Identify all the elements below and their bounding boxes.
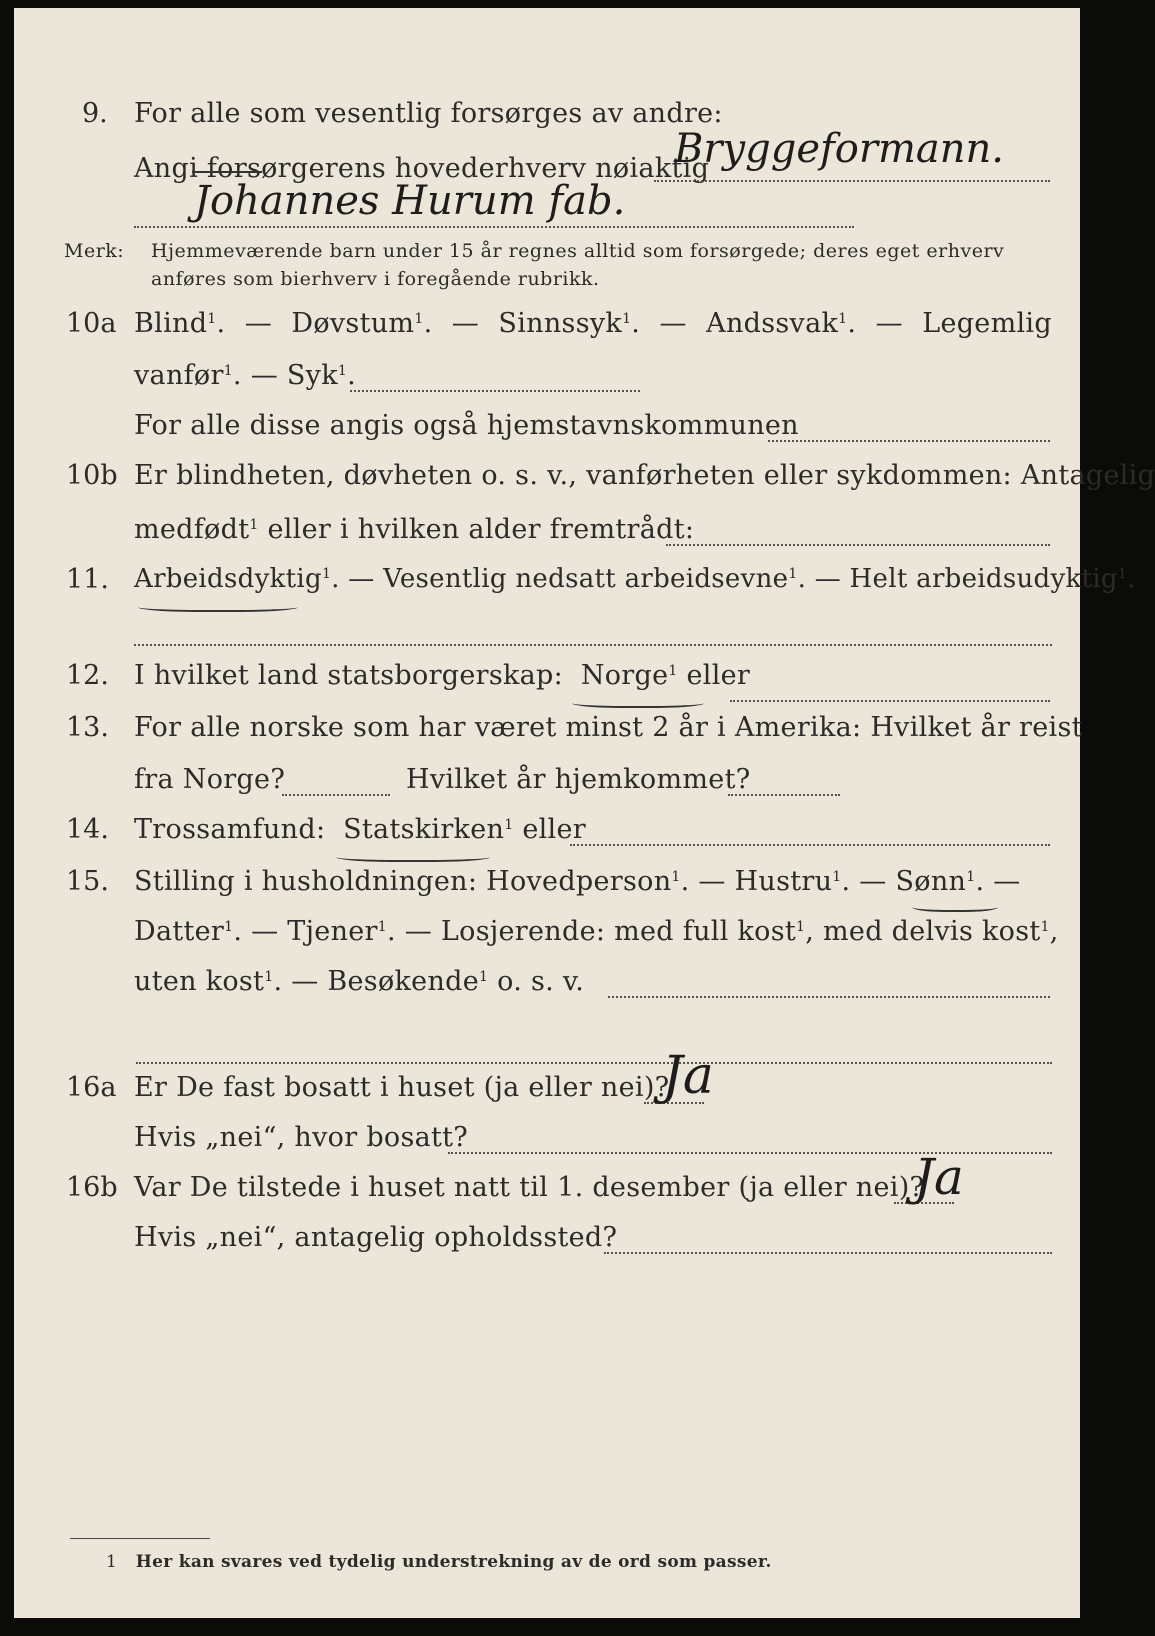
q16a-line1: Er De fast bosatt i huset (ja eller nei)? [134, 1072, 670, 1103]
answer-line [654, 180, 1050, 182]
dash: — [244, 308, 273, 339]
merk-line2: anføres som bierhverv i foregående rubrikk. [151, 268, 600, 290]
q9-text: For alle som vesentlig forsørges av andre: [134, 98, 723, 129]
dash: — [451, 308, 480, 339]
footnote: 1 Her kan svares ved tydelig understrekning av de ord som passer. [106, 1552, 772, 1572]
q13-line2b: Hvilket år hjemkommet? [406, 764, 751, 795]
q14-line: Trossamfund: Statskirken$^1$ eller [134, 814, 586, 845]
answer-line [136, 1062, 1052, 1064]
q12-line: I hvilket land statsborgerskap: Norge$^1$ eller [134, 660, 751, 691]
answer-line [282, 794, 390, 796]
q15-number: 15. [66, 866, 109, 897]
q16b-line1: Var De tilstede i huset natt til 1. desember (ja eller nei)? [134, 1172, 925, 1203]
option-sinnssyk: Sinnssyk$^1$. [498, 308, 641, 339]
handwritten-occupation: Bryggeformann. [674, 126, 1005, 172]
answer-line [666, 544, 1050, 546]
merk-line1: Hjemmeværende barn under 15 år regnes alltid som forsørgede; deres eget erhverv [151, 240, 1005, 262]
answer-line [768, 440, 1050, 442]
q10b-line2: medfødt$^1$ eller i hvilken alder fremtrådt: [134, 514, 695, 545]
underline-mark [336, 850, 490, 862]
q15-line1: Stilling i husholdningen: Hovedperson$^1$. — Hustru$^1$. — Sønn$^1$. — [134, 866, 1021, 897]
answer-line [350, 390, 640, 392]
option-legemlig: Legemlig [922, 308, 1052, 339]
q16b-line2: Hvis „nei“, antagelig opholdssted? [134, 1222, 618, 1253]
q16a-number: 16a [66, 1072, 117, 1103]
underline-mark [138, 600, 298, 612]
q10a-number: 10a [66, 308, 117, 339]
q10a-line1 [134, 308, 1052, 339]
q15-line3: uten kost$^1$. — Besøkende$^1$ o. s. v. [134, 966, 585, 997]
q16b-number: 16b [66, 1172, 118, 1203]
q16a-line2: Hvis „nei“, hvor bosatt? [134, 1122, 469, 1153]
q9-line2: Angi forsørgerens hovederhverv nøiaktig [134, 153, 710, 184]
q10a-line3: For alle disse angis også hjemstavnskommunen [134, 410, 799, 441]
option-andssvak: Andssvak$^1$. [706, 308, 857, 339]
option-blind: Blind$^1$. [134, 308, 226, 339]
q10b-line1: Er blindheten, døvheten o. s. v., vanførheten eller sykdommen: Antagelig [134, 460, 1155, 491]
q11-line: Arbeidsdyktig$^1$. — Vesentlig nedsatt arbeidsevne$^1$. — Helt arbeidsudyktig$^1$. [134, 564, 1136, 594]
underline-mark [572, 696, 704, 708]
q14-number: 14. [66, 814, 109, 845]
strikethrough-mark [192, 171, 262, 173]
q13-line1: For alle norske som har været minst 2 år i Amerika: Hvilket år reist [134, 712, 1083, 743]
handwritten-answer-ja: Ja [662, 1046, 714, 1106]
q9-number: 9. [82, 98, 108, 129]
footnote-rule [70, 1538, 210, 1539]
q13-line2a: fra Norge? [134, 764, 286, 795]
merk-label: Merk: [64, 240, 125, 262]
answer-line [728, 794, 840, 796]
dash: — [875, 308, 903, 339]
q11-number: 11. [66, 564, 109, 595]
option-dovstum: Døvstum$^1$. [291, 308, 433, 339]
handwritten-provider-name: Johannes Hurum fab. [194, 178, 626, 224]
underline-mark [912, 900, 998, 912]
answer-line [134, 226, 854, 228]
answer-line [570, 844, 1050, 846]
census-form-page [14, 8, 1155, 1618]
q12-number: 12. [66, 660, 109, 691]
answer-line [134, 644, 1052, 646]
q10a-line2: vanfør$^1$. — Syk$^1$. [134, 360, 356, 391]
q15-line2: Datter$^1$. — Tjener$^1$. — Losjerende: med full kost$^1$, med delvis kost$^1$, [134, 916, 1059, 947]
answer-line [730, 700, 1050, 702]
q13-number: 13. [66, 712, 109, 743]
q10b-number: 10b [66, 460, 118, 491]
dash: — [659, 308, 687, 339]
answer-line [604, 1252, 1052, 1254]
answer-line [608, 996, 1050, 998]
handwritten-answer-ja: Ja [914, 1148, 964, 1206]
